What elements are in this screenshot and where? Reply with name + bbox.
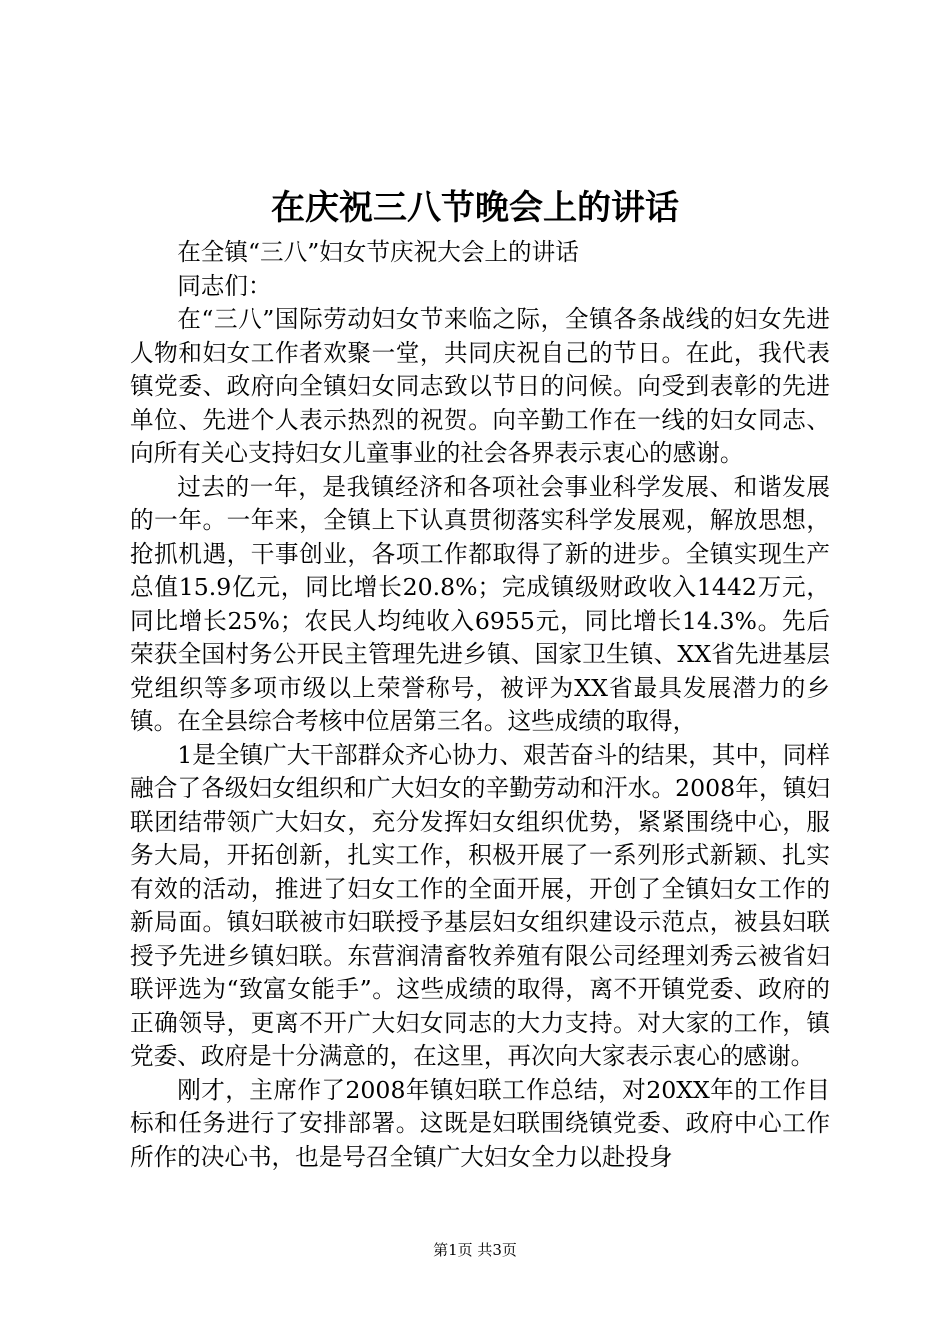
page-footer: 第1页 共3页 [433, 1241, 517, 1259]
document-title: 在庆祝三八节晚会上的讲话 [271, 188, 679, 228]
body-paragraph: 过去的一年，是我镇经济和各项社会事业科学发展、和谐发展的一年。一年来，全镇上下认真贯彻落实科学发展观，解放思想，抢抓机遇，干事创业，各项工作都取得了新的进步。全镇实现生产总值15.9亿元，同比增长20.8%；完成镇级财政收入1442万元，同比增长25%；农民人均纯收入6955元，同比增长14.3%。先后荣获全国村务公开民主管理先进乡镇、国家卫生镇、XX省先进基层党组织等多项市级以上荣誉称号，被评为XX省最具发展潜力的乡镇。在全县综合考核中位居第三名。这些成绩的取得， [130, 472, 830, 735]
document-body [130, 236, 830, 1174]
body-paragraph: 在“三八”国际劳动妇女节来临之际，全镇各条战线的妇女先进人物和妇女工作者欢聚一堂，共同庆祝自己的节日。在此，我代表镇党委、政府向全镇妇女同志致以节日的问候。向受到表彰的先进单位、先进个人表示热烈的祝贺。向辛勤工作在一线的妇女同志、向所有关心支持妇女儿童事业的社会各界表示衷心的感谢。 [130, 305, 830, 467]
subtitle-paragraph: 在全镇“三八”妇女节庆祝大会上的讲话 [177, 238, 579, 266]
body-paragraph: 1是全镇广大干部群众齐心协力、艰苦奋斗的结果，其中，同样融合了各级妇女组织和广大妇女的辛勤劳动和汗水。2008年，镇妇联团结带领广大妇女，充分发挥妇女组织优势，紧紧围绕中心，服务大局，开拓创新，扎实工作，积极开展了一系列形式新颖、扎实有效的活动，推进了妇女工作的全面开展，开创了全镇妇女工作的新局面。镇妇联被市妇联授予基层妇女组织建设示范点，被县妇联授予先进乡镇妇联。东营润清畜牧养殖有限公司经理刘秀云被省妇联评选为“致富女能手”。这些成绩的取得，离不开镇党委、政府的正确领导，更离不开广大妇女同志的大力支持。对大家的工作，镇党委、政府是十分满意的，在这里，再次向大家表示衷心的感谢。 [130, 740, 830, 1070]
salutation-paragraph: 同志们： [177, 271, 272, 300]
body-paragraph: 刚才，主席作了2008年镇妇联工作总结，对20XX年的工作目标和任务进行了安排部署。这既是妇联围绕镇党委、政府中心工作所作的决心书，也是号召全镇广大妇女全力以赴投身 [130, 1075, 830, 1171]
